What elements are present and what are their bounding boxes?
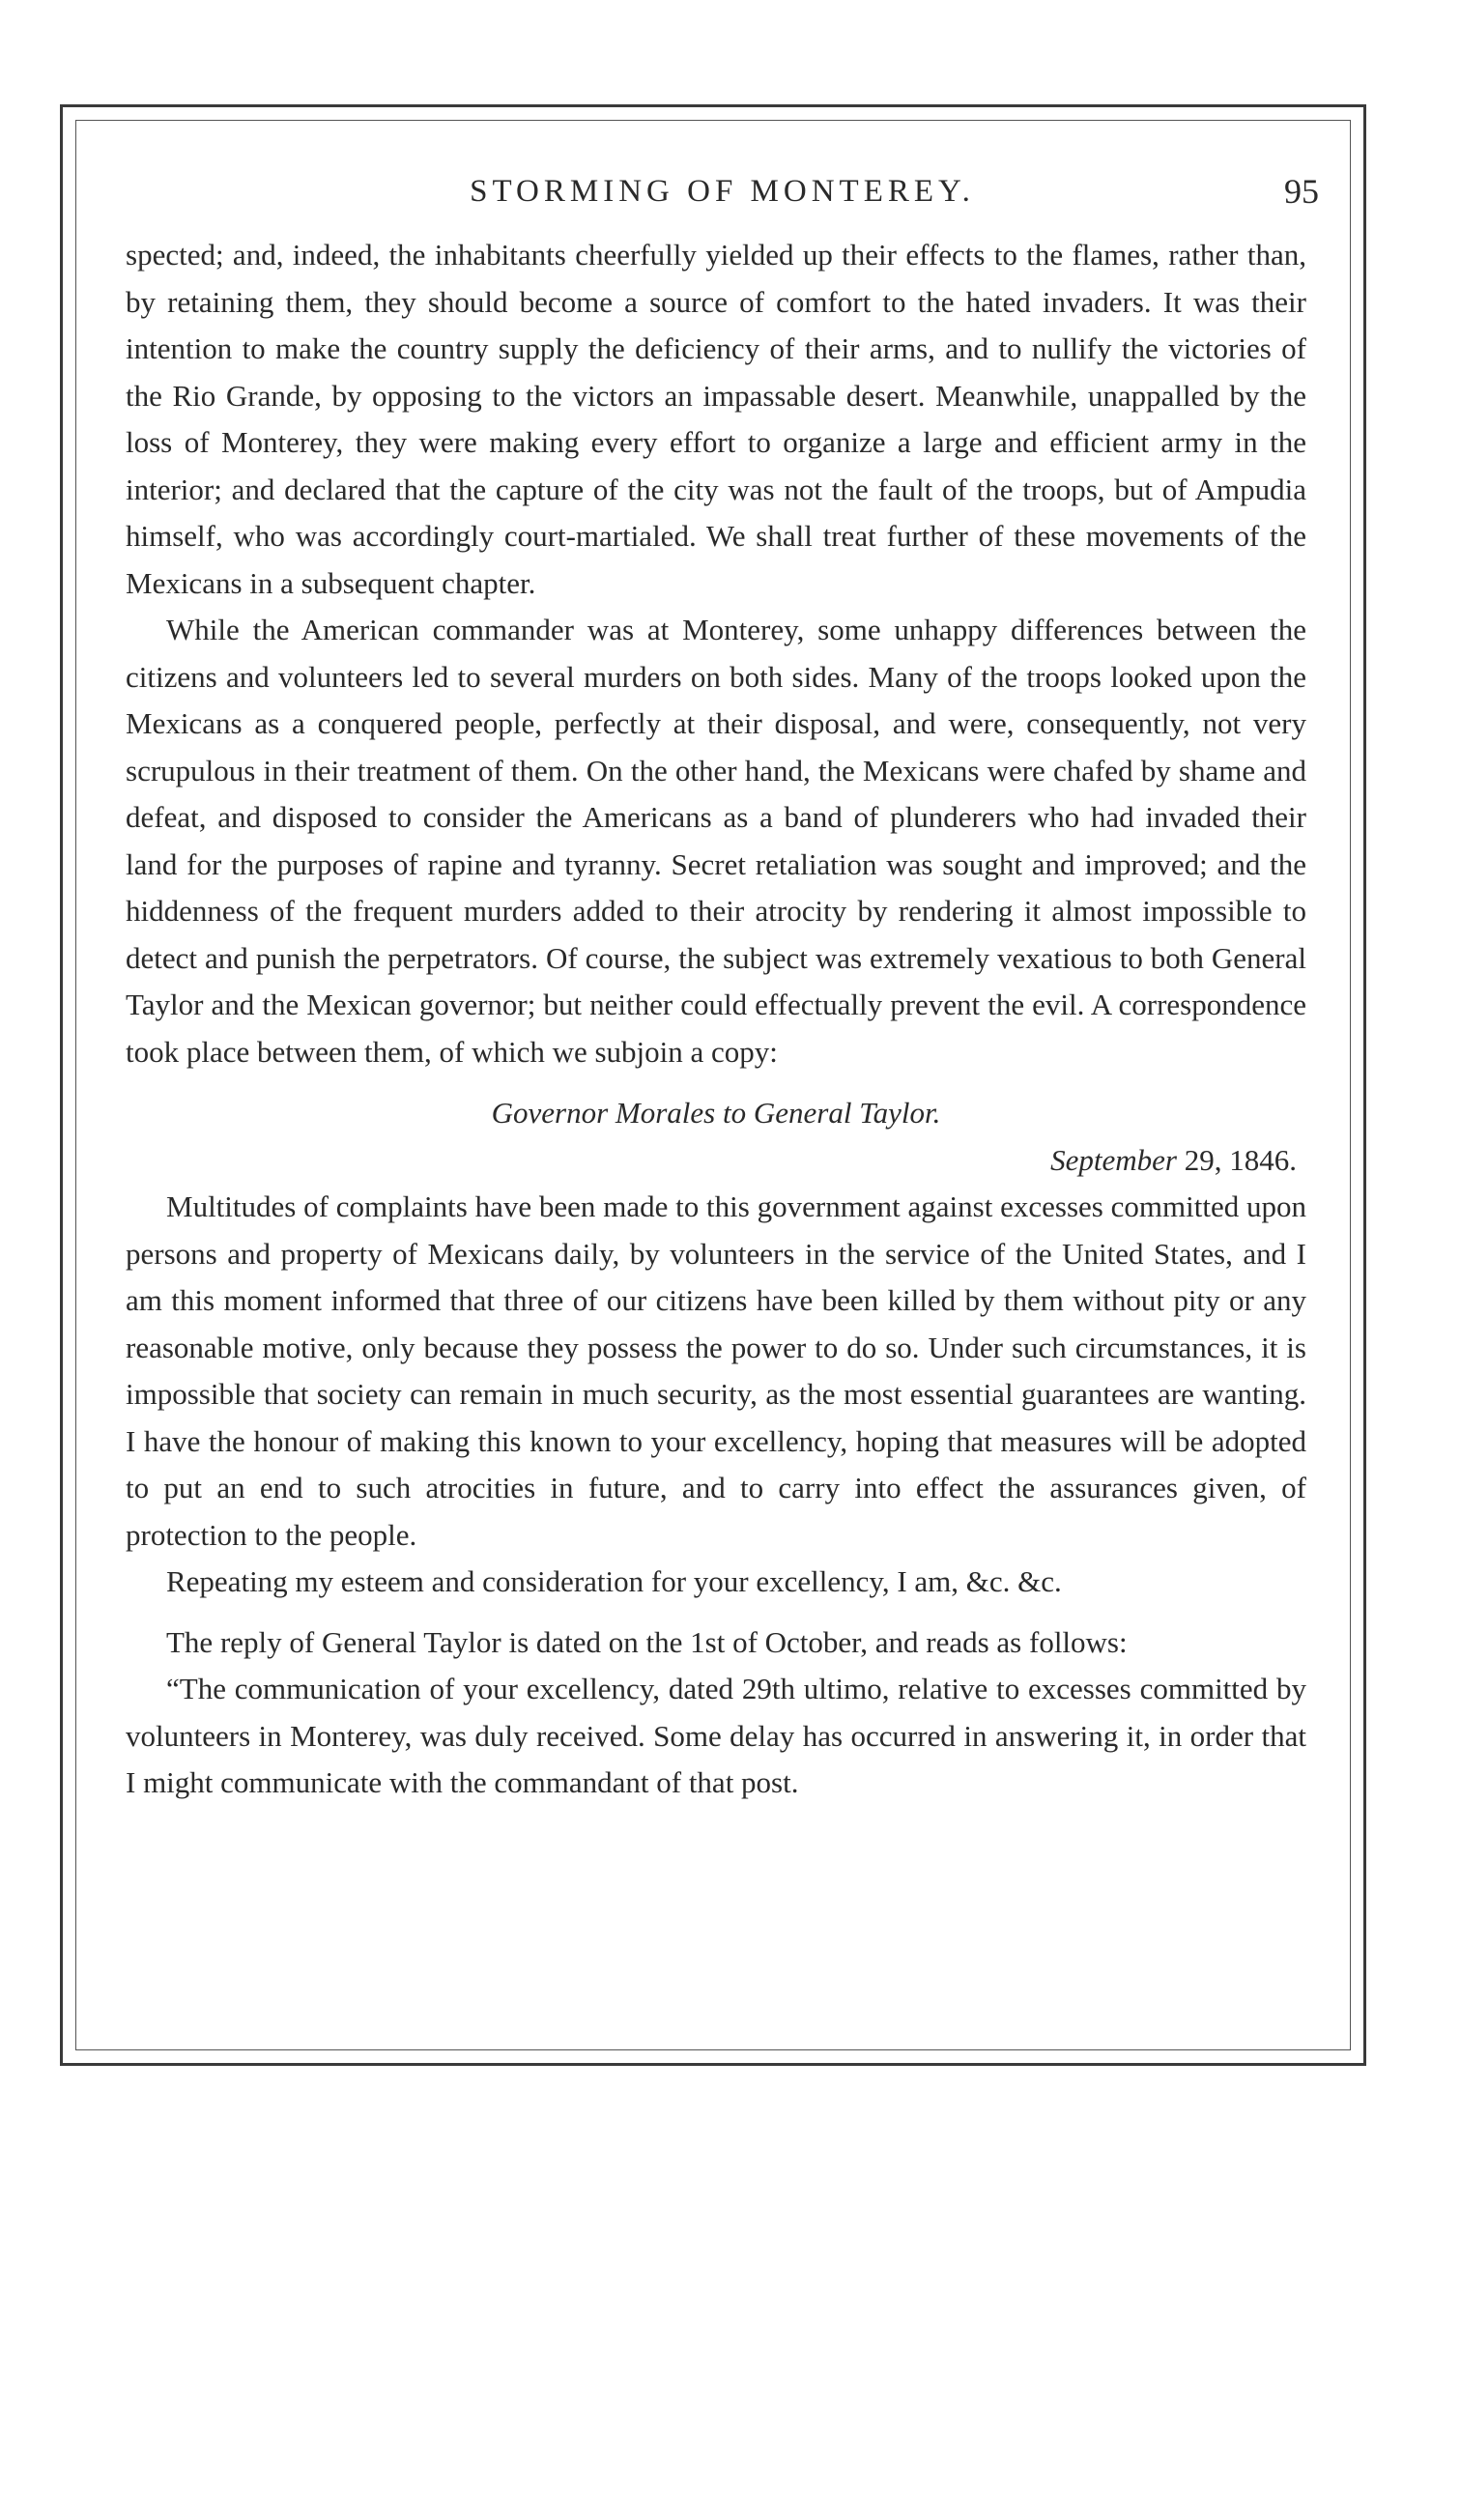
letter-paragraph: Multitudes of complaints have been made to this government against excesses committed upon persons and property of Mexicans daily, by volunteers in the service of the United States, and I am this moment informed that three of our citizens have been killed by them without pity or any reasonable motive, only because they possess the power to do so. Under such circumstances, it is impossible that society can remain in much security, as the most essential guarantees are wanting. I have the honour of making this known to your excellency, hoping that measures will be adopted to put an end to such atrocities in future, and to carry into effect the assurances given, of protection to the people. [126, 1189, 1306, 1552]
letter-date-day-year: 29, 1846. [1177, 1143, 1297, 1177]
running-title: STORMING OF MONTEREY. [470, 174, 975, 209]
paragraph-continued: spected; and, indeed, the inhabitants cheerfully yielded up their effects to the flames, rather than, by retaining them, they should become a source of comfort to the hated invaders. It was their intention to make the country supply the deficiency of their arms, and to nullify the victories of the Rio Grande, by opposing to the victors an impassable desert. Meanwhile, unappalled by the loss of Monterey, they were making every effort to organize a large and efficient army in the interior; and declared that the capture of the city was not the fault of the troops, but of Ampudia himself, who was accordingly court-martialed. We shall treat further of these movements of the Mexicans in a subsequent chapter. [126, 238, 1306, 600]
letter-date-month: September [1050, 1143, 1177, 1177]
reply-paragraph: “The communication of your excellency, dated 29th ultimo, relative to excesses committed by volunteers in Monterey, was duly received. Some delay has occurred in answering it, in order that I might communicate with the commandant of that post. [126, 1672, 1306, 1799]
page-number: 95 [1284, 172, 1319, 211]
body-text [126, 232, 1306, 1807]
paragraph: The reply of General Taylor is dated on the 1st of October, and reads as follows: [166, 1624, 1128, 1659]
paragraph: While the American commander was at Monterey, some unhappy differences between the citizens and volunteers led to several murders on both sides. Many of the troops looked upon the Mexicans as a conquered people, perfectly at their disposal, and were, consequently, not very scrupulous in their treatment of them. On the other hand, the Mexicans were chafed by shame and defeat, and disposed to consider the Americans as a band of plunderers who had invaded their land for the purposes of rapine and tyranny. Secret retaliation was sought and improved; and the hiddenness of the frequent murders added to their atrocity by rendering it almost impossible to detect and punish the perpetrators. Of course, the subject was extremely vexatious to both General Taylor and the Mexican governor; but neither could effectually prevent the evil. A correspondence took place between them, of which we subjoin a copy: [126, 613, 1306, 1069]
letter-date [126, 1137, 1306, 1184]
page-header [126, 162, 1319, 220]
letter-heading: Governor Morales to General Taylor. [491, 1096, 941, 1130]
letter-closing: Repeating my esteem and consideration for your excellency, I am, &c. &c. [166, 1564, 1062, 1598]
